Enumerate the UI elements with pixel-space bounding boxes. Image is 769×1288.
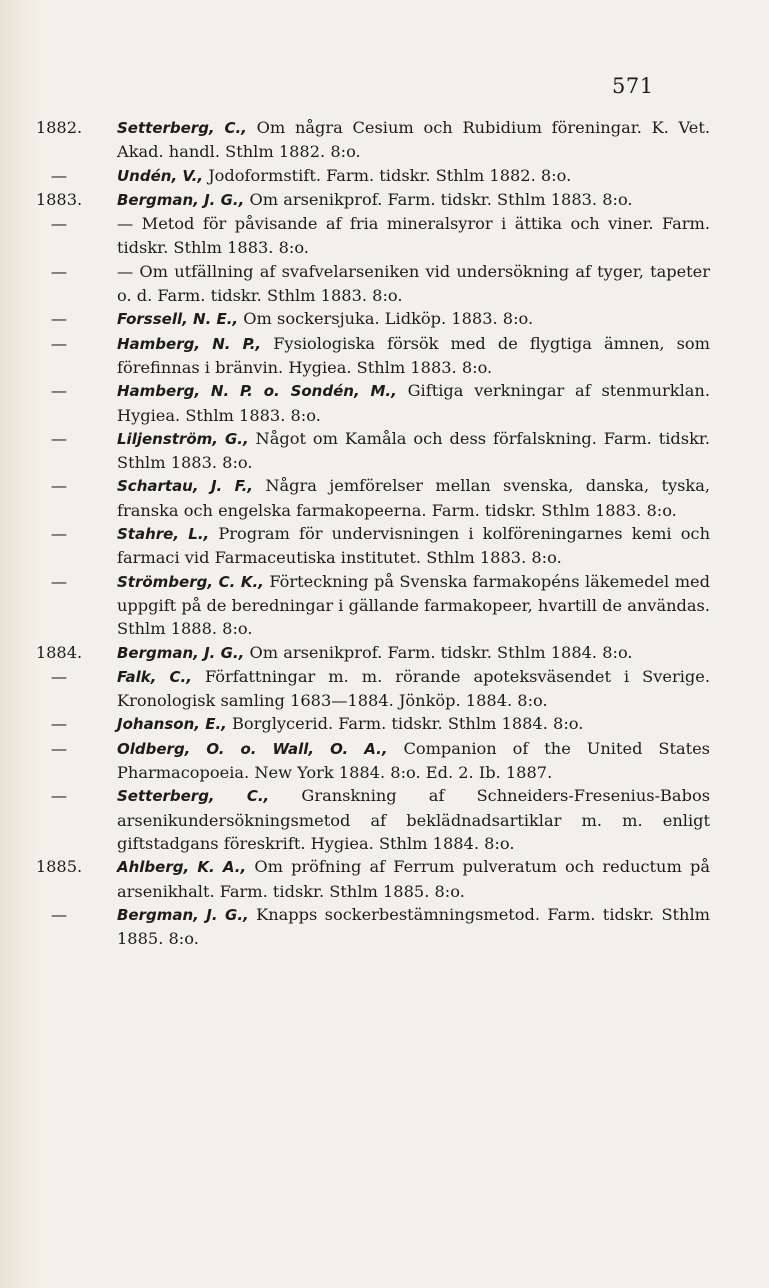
bibliography-entry <box>20 260 710 308</box>
bibliography-entry <box>20 164 710 188</box>
entry-author: Schartau, J. F., <box>117 477 253 496</box>
entry-author: Bergman, J. G., <box>117 905 249 924</box>
entry-text: — Metod för påvisande af fria mineralsyror i ättika och viner. Farm. tidskr. Sthlm 1883. 8:o. <box>117 214 710 258</box>
entry-year: 1883. <box>35 189 83 209</box>
entry-year: 1884. <box>35 642 83 662</box>
entry-author: Setterberg, C., <box>117 787 270 806</box>
entry-author: Ahlberg, K. A., <box>117 858 247 877</box>
entry-text: Fysiologiska försök med de flygtiga ämnen, som förefinnas i bränvin. Hygiea. Sthlm 1883. 8:o. <box>117 333 710 377</box>
bibliography-entry <box>20 737 710 785</box>
entry-author: Undén, V., <box>117 166 204 185</box>
entry-author: Hamberg, N. P. o. Sondén, M., <box>117 382 397 401</box>
entry-text: Om arsenikprof. Farm. tidskr. Sthlm 1884. 8:o. <box>244 642 633 662</box>
bibliography-list <box>20 116 710 950</box>
entry-text: Giftiga verkningar af stenmurklan. Hygiea. Sthlm 1883. 8:o. <box>117 381 711 425</box>
bibliography-entry <box>20 903 710 951</box>
entry-author: Setterberg, C., <box>117 119 247 137</box>
entry-text: Borglycerid. Farm. tidskr. Sthlm 1884. 8:o. <box>226 714 584 734</box>
entry-year: — <box>50 476 68 496</box>
entry-text: Några jemförelser mellan svenska, danska, tyska, franska och engelska farmakopeerna. Farm. tidskr. Sthlm 1883. 8:o. <box>117 476 711 520</box>
entry-year: — <box>50 165 68 185</box>
entry-year: — <box>50 333 68 353</box>
entry-year: — <box>50 738 68 758</box>
entry-text: Något om Kamåla och dess förfalskning. Farm. tidskr. Sthlm 1883. 8:o. <box>117 428 710 473</box>
entry-year: — <box>50 666 68 686</box>
entry-text: Om sockersjuka. Lidköp. 1883. 8:o. <box>238 309 534 329</box>
entry-text: Companion of the United States Pharmacopoeia. New York 1884. 8:o. Ed. 2. Ib. 1887. <box>117 738 710 783</box>
entry-author: Oldberg, O. o. Wall, O. A., <box>117 739 388 758</box>
bibliography-entry <box>20 307 710 331</box>
bibliography-entry <box>20 784 710 855</box>
entry-year: — <box>50 904 68 924</box>
bibliography-entry <box>20 379 710 427</box>
entry-text: Jodoformstift. Farm. tidskr. Sthlm 1882. 8:o. <box>203 165 572 185</box>
bibliography-entry <box>20 188 710 212</box>
entry-year: — <box>50 214 68 234</box>
bibliography-entry <box>20 641 710 665</box>
bibliography-entry <box>20 212 710 260</box>
entry-text: Om några Cesium och Rubidium föreningar. K. Vet. Akad. handl. Sthlm 1882. 8:o. <box>117 118 710 162</box>
entry-author: Bergman, J. G., <box>117 190 245 209</box>
bibliography-entry <box>20 522 710 570</box>
entry-year: — <box>50 571 68 591</box>
entry-year: — <box>50 786 68 806</box>
entry-year: 1885. <box>35 857 83 877</box>
entry-year: — <box>50 428 68 448</box>
bibliography-entry <box>20 332 710 380</box>
bibliography-entry <box>20 474 710 522</box>
entry-author: Bergman, J. G., <box>117 643 245 662</box>
entry-text: Granskning af Schneiders-Fresenius-Babos arsenikundersökningsmetod af beklädnadsartiklar m. m. enligt giftstadgans föreskrift. Hygiea. Sthlm 1884. 8:o. <box>117 786 710 853</box>
entry-text: Om arsenikprof. Farm. tidskr. Sthlm 1883. 8:o. <box>244 189 633 209</box>
entry-year: — <box>50 309 68 329</box>
entry-author: Johanson, E., <box>117 715 227 734</box>
entry-text: Författningar m. m. rörande apoteksväsendet i Sverige. Kronologisk samling 1683—1884. Jönköp. 1884. 8:o. <box>117 666 710 711</box>
entry-year: — <box>50 381 68 401</box>
entry-year: 1882. <box>35 118 83 137</box>
entry-author: Falk, C., <box>117 667 192 686</box>
entry-text: Knapps sockerbestämningsmetod. Farm. tidskr. Sthlm 1885. 8:o. <box>117 904 710 949</box>
page-number: 571 <box>612 74 654 98</box>
bibliography-entry <box>20 427 710 475</box>
entry-year: — <box>50 714 68 734</box>
entry-text: Program för undervisningen i kolföreningarnes kemi och farmaci vid Farmaceutiska institutet. Sthlm 1883. 8:o. <box>117 524 710 568</box>
entry-text: Förteckning på Svenska farmakopéns läkemedel med uppgift på de beredningar i gällande farmakopeer, hvartill de användas. Sthlm 1888. 8:o. <box>117 571 710 639</box>
bibliography-entry <box>20 855 710 903</box>
entry-text: — Om utfällning af svafvelarseniken vid undersökning af tyger, tapeter o. d. Farm. tidskr. Sthlm 1883. 8:o. <box>117 261 710 306</box>
entry-author: Forssell, N. E., <box>117 310 239 329</box>
entry-text: Om pröfning af Ferrum pulveratum och reductum på arsenikhalt. Farm. tidskr. Sthlm 1885. 8:o. <box>117 857 710 901</box>
bibliography-entry <box>20 712 710 736</box>
entry-author: Strömberg, C. K., <box>117 572 264 591</box>
entry-year: — <box>50 524 68 544</box>
entry-author: Liljenström, G., <box>117 429 249 448</box>
entry-author: Stahre, L., <box>117 525 210 544</box>
bibliography-entry <box>20 665 710 713</box>
entry-year: — <box>50 261 68 281</box>
bibliography-entry <box>20 116 710 164</box>
bibliography-entry <box>20 570 710 641</box>
entry-author: Hamberg, N. P., <box>117 334 262 353</box>
